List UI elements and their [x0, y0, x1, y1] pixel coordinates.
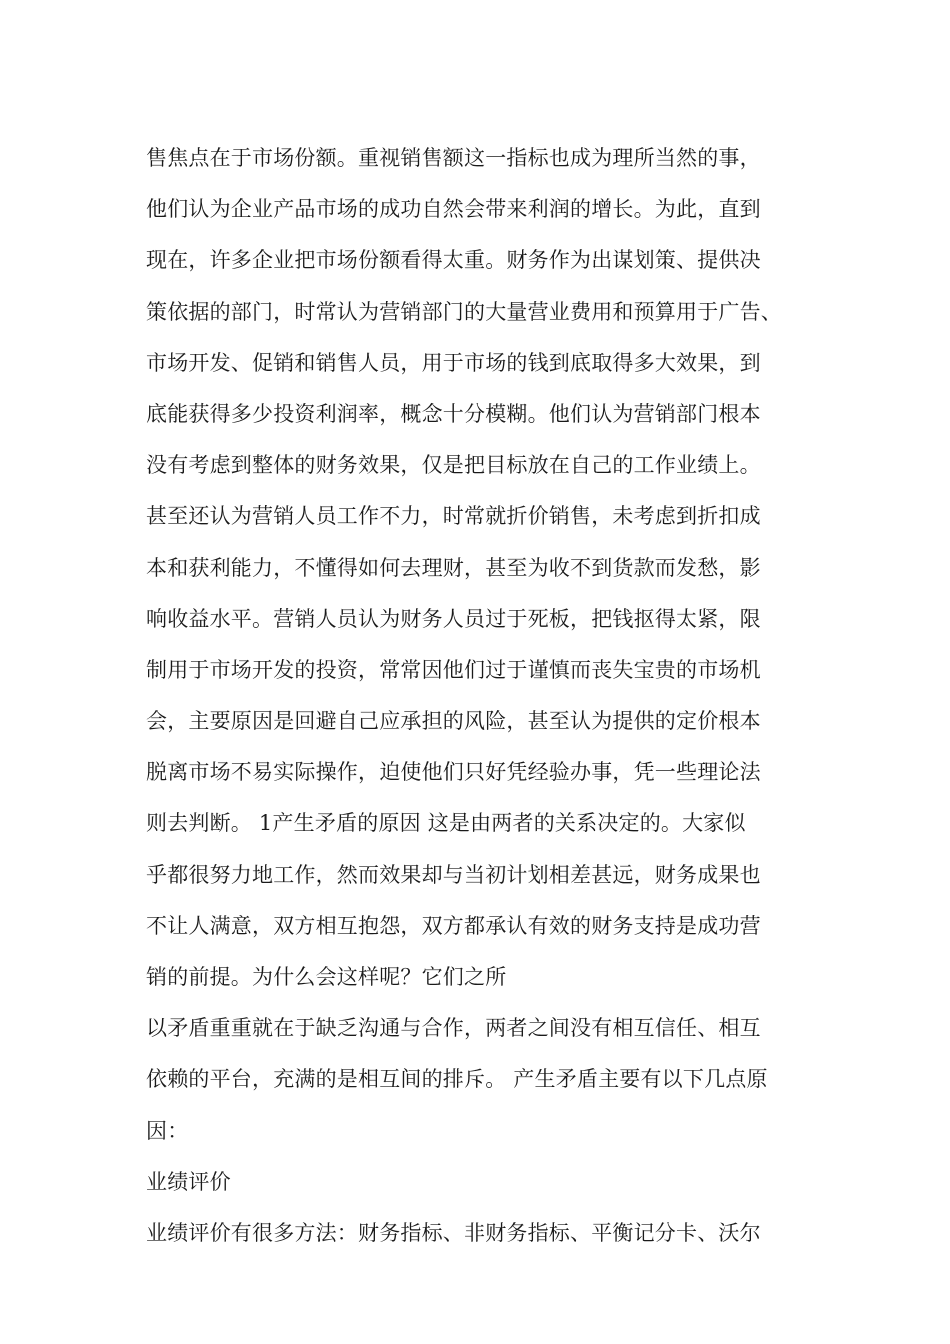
text-line: 他们认为企业产品市场的成功自然会带来利润的增长。为此，直到 — [146, 197, 761, 222]
text-line: 销的前提。为什么会这样呢？它们之所 — [146, 965, 507, 989]
text-line: 制用于市场开发的投资，常常因他们过于谨慎而丧失宝贵的市场机 — [146, 657, 761, 682]
text-line: 没有考虑到整体的财务效果，仅是把目标放在自己的工作业绩上。 — [146, 453, 761, 478]
text-line: 现在，许多企业把市场份额看得太重。财务作为出谋划策、提供决 — [146, 248, 761, 273]
text-line: 售焦点在于市场份额。重视销售额这一指标也成为理所当然的事， — [146, 146, 761, 170]
body-text — [146, 133, 826, 1259]
text-line: 因： — [146, 1118, 189, 1143]
text-line: 市场开发、促销和销售人员，用于市场的钱到底取得多大效果，到 — [146, 350, 761, 375]
text-line: 以矛盾重重就在于缺乏沟通与合作，两者之间没有相互信任、相互 — [146, 1016, 761, 1041]
section-heading: 业绩评价 — [146, 1169, 231, 1194]
text-line: 底能获得多少投资利润率，概念十分模糊。他们认为营销部门根本 — [146, 401, 761, 426]
text-line: 乎都很努力地工作，然而效果却与当初计划相差甚远，财务成果也 — [146, 862, 761, 887]
text-line: 依赖的平台，充满的是相互间的排斥。 产生矛盾主要有以下几点原 — [146, 1067, 768, 1092]
text-line: 则去判断。 1产生矛盾的原因 这是由两者的关系决定的。大家似 — [146, 811, 746, 836]
text-line: 不让人满意，双方相互抱怨，双方都承认有效的财务支持是成功营 — [146, 913, 761, 938]
text-line: 响收益水平。营销人员认为财务人员过于死板，把钱抠得太紧，限 — [146, 606, 761, 631]
text-line: 甚至还认为营销人员工作不力，时常就折价销售，未考虑到折扣成 — [146, 504, 761, 529]
text-line: 会，主要原因是回避自己应承担的风险，甚至认为提供的定价根本 — [146, 709, 761, 734]
text-line: 本和获利能力，不懂得如何去理财，甚至为收不到货款而发愁，影 — [146, 555, 761, 580]
text-line: 业绩评价有很多方法：财务指标、非财务指标、平衡记分卡、沃尔 — [146, 1220, 761, 1245]
text-line: 策依据的部门，时常认为营销部门的大量营业费用和预算用于广告、 — [146, 299, 782, 324]
text-line: 脱离市场不易实际操作，迫使他们只好凭经验办事，凭一些理论法 — [146, 760, 761, 785]
